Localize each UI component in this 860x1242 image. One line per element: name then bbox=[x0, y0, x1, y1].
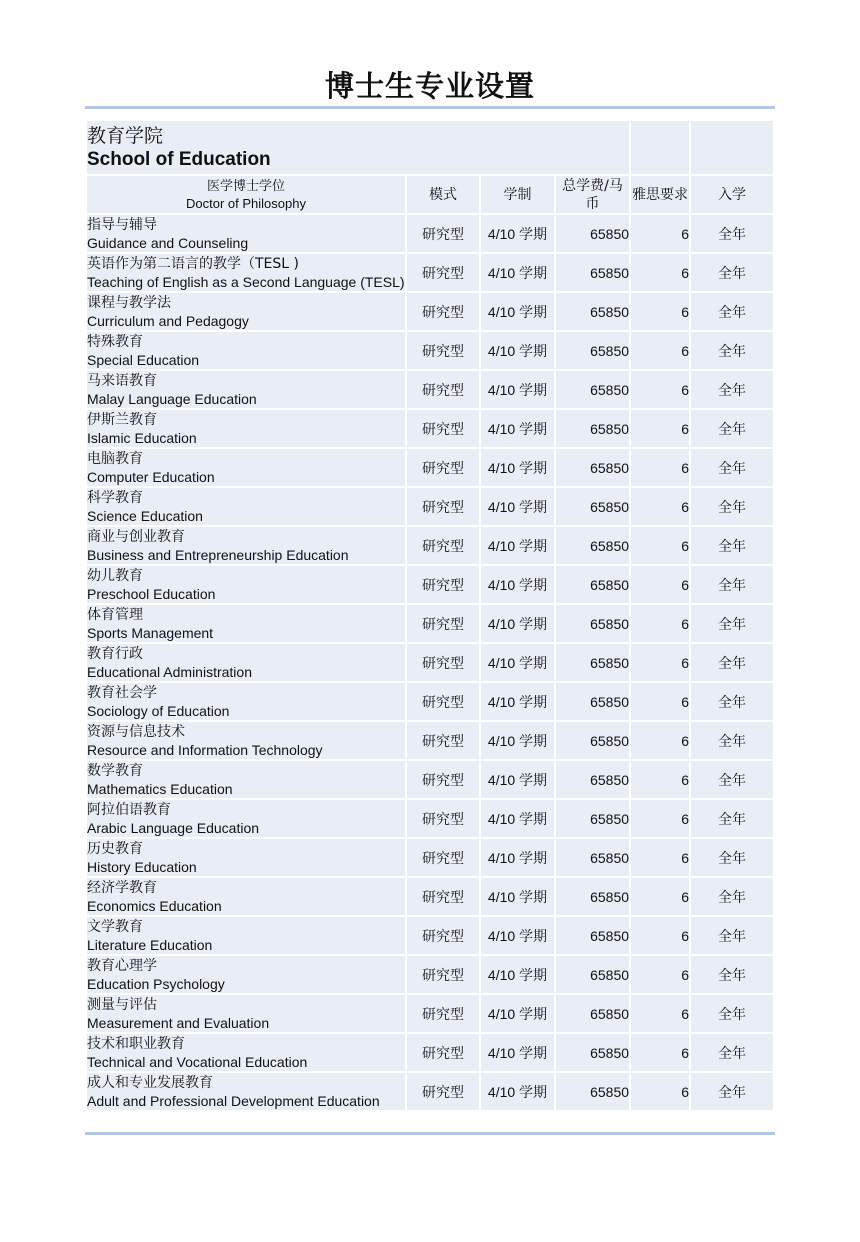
table-row bbox=[87, 761, 773, 798]
program-name-cell bbox=[87, 800, 405, 837]
program-fee: 65850 bbox=[556, 722, 629, 759]
program-fee: 65850 bbox=[556, 683, 629, 720]
program-name-zh: 电脑教育 bbox=[87, 450, 143, 467]
program-name-en: Educational Administration bbox=[87, 663, 252, 680]
table-row bbox=[87, 839, 773, 876]
program-duration: 4/10 学期 bbox=[481, 956, 554, 993]
program-mode: 研究型 bbox=[407, 644, 479, 681]
program-name-en: Sociology of Education bbox=[87, 702, 230, 719]
program-ielts: 6 bbox=[631, 371, 689, 408]
program-mode: 研究型 bbox=[407, 761, 479, 798]
program-fee: 65850 bbox=[556, 878, 629, 915]
program-fee: 65850 bbox=[556, 605, 629, 642]
program-intake: 全年 bbox=[691, 722, 773, 759]
program-intake: 全年 bbox=[691, 1034, 773, 1071]
program-intake: 全年 bbox=[691, 527, 773, 564]
program-fee: 65850 bbox=[556, 566, 629, 603]
program-name-cell bbox=[87, 722, 405, 759]
header-degree-en: Doctor of Philosophy bbox=[186, 195, 306, 211]
program-intake: 全年 bbox=[691, 878, 773, 915]
program-name-cell bbox=[87, 878, 405, 915]
table-row bbox=[87, 293, 773, 330]
program-intake: 全年 bbox=[691, 995, 773, 1032]
table-row bbox=[87, 254, 773, 291]
program-fee: 65850 bbox=[556, 917, 629, 954]
program-intake: 全年 bbox=[691, 644, 773, 681]
program-name-cell bbox=[87, 215, 405, 252]
program-name-en: Economics Education bbox=[87, 897, 222, 914]
program-mode: 研究型 bbox=[407, 839, 479, 876]
program-intake: 全年 bbox=[691, 683, 773, 720]
program-mode: 研究型 bbox=[407, 371, 479, 408]
program-fee: 65850 bbox=[556, 1073, 629, 1110]
program-mode: 研究型 bbox=[407, 293, 479, 330]
program-name-en: Islamic Education bbox=[87, 429, 197, 446]
program-fee: 65850 bbox=[556, 293, 629, 330]
program-name-cell bbox=[87, 254, 405, 291]
program-duration: 4/10 学期 bbox=[481, 527, 554, 564]
program-name-en: Literature Education bbox=[87, 936, 213, 953]
program-mode: 研究型 bbox=[407, 254, 479, 291]
program-ielts: 6 bbox=[631, 605, 689, 642]
program-name-en: Computer Education bbox=[87, 468, 215, 485]
program-name-cell bbox=[87, 761, 405, 798]
program-mode: 研究型 bbox=[407, 917, 479, 954]
program-name-zh: 数学教育 bbox=[87, 762, 143, 779]
program-name-cell bbox=[87, 449, 405, 486]
program-intake: 全年 bbox=[691, 410, 773, 447]
program-name-zh: 阿拉伯语教育 bbox=[87, 801, 171, 818]
program-mode: 研究型 bbox=[407, 995, 479, 1032]
program-mode: 研究型 bbox=[407, 605, 479, 642]
program-table bbox=[85, 119, 775, 1112]
program-mode: 研究型 bbox=[407, 449, 479, 486]
program-mode: 研究型 bbox=[407, 722, 479, 759]
program-ielts: 6 bbox=[631, 839, 689, 876]
table-row bbox=[87, 878, 773, 915]
program-mode: 研究型 bbox=[407, 410, 479, 447]
program-name-cell bbox=[87, 956, 405, 993]
program-duration: 4/10 学期 bbox=[481, 1034, 554, 1071]
program-fee: 65850 bbox=[556, 527, 629, 564]
table-row bbox=[87, 449, 773, 486]
table-row bbox=[87, 995, 773, 1032]
program-mode: 研究型 bbox=[407, 527, 479, 564]
program-name-cell bbox=[87, 1034, 405, 1071]
program-fee: 65850 bbox=[556, 332, 629, 369]
program-ielts: 6 bbox=[631, 800, 689, 837]
program-mode: 研究型 bbox=[407, 878, 479, 915]
program-ielts: 6 bbox=[631, 644, 689, 681]
table-row bbox=[87, 683, 773, 720]
program-name-zh: 测量与评估 bbox=[87, 996, 157, 1013]
program-ielts: 6 bbox=[631, 1034, 689, 1071]
program-mode: 研究型 bbox=[407, 566, 479, 603]
program-duration: 4/10 学期 bbox=[481, 917, 554, 954]
program-ielts: 6 bbox=[631, 956, 689, 993]
program-name-zh: 教育心理学 bbox=[87, 957, 157, 974]
program-name-en: Business and Entrepreneurship Education bbox=[87, 546, 349, 563]
program-intake: 全年 bbox=[691, 761, 773, 798]
program-name-cell bbox=[87, 293, 405, 330]
program-name-en: Technical and Vocational Education bbox=[87, 1053, 308, 1070]
program-duration: 4/10 学期 bbox=[481, 488, 554, 525]
program-mode: 研究型 bbox=[407, 332, 479, 369]
program-fee: 65850 bbox=[556, 254, 629, 291]
program-mode: 研究型 bbox=[407, 215, 479, 252]
program-ielts: 6 bbox=[631, 1073, 689, 1110]
program-fee: 65850 bbox=[556, 839, 629, 876]
program-duration: 4/10 学期 bbox=[481, 683, 554, 720]
program-name-zh: 课程与教学法 bbox=[87, 294, 171, 311]
header-ielts: 雅思要求 bbox=[631, 176, 689, 213]
program-ielts: 6 bbox=[631, 761, 689, 798]
program-duration: 4/10 学期 bbox=[481, 410, 554, 447]
program-fee: 65850 bbox=[556, 410, 629, 447]
program-mode: 研究型 bbox=[407, 683, 479, 720]
program-duration: 4/10 学期 bbox=[481, 839, 554, 876]
program-intake: 全年 bbox=[691, 332, 773, 369]
program-name-en: Mathematics Education bbox=[87, 780, 233, 797]
program-name-cell bbox=[87, 995, 405, 1032]
program-duration: 4/10 学期 bbox=[481, 566, 554, 603]
table-row bbox=[87, 1034, 773, 1071]
empty-cell bbox=[631, 121, 689, 174]
program-mode: 研究型 bbox=[407, 800, 479, 837]
program-ielts: 6 bbox=[631, 566, 689, 603]
table-row bbox=[87, 332, 773, 369]
program-name-en: Measurement and Evaluation bbox=[87, 1014, 270, 1031]
table-row bbox=[87, 605, 773, 642]
program-name-zh: 教育行政 bbox=[87, 645, 143, 662]
program-intake: 全年 bbox=[691, 254, 773, 291]
program-intake: 全年 bbox=[691, 917, 773, 954]
program-name-cell bbox=[87, 488, 405, 525]
program-intake: 全年 bbox=[691, 956, 773, 993]
program-name-zh: 马来语教育 bbox=[87, 372, 157, 389]
school-name-zh: 教育学院 bbox=[87, 125, 164, 147]
program-duration: 4/10 学期 bbox=[481, 878, 554, 915]
program-name-cell bbox=[87, 644, 405, 681]
program-ielts: 6 bbox=[631, 488, 689, 525]
program-duration: 4/10 学期 bbox=[481, 1073, 554, 1110]
program-duration: 4/10 学期 bbox=[481, 995, 554, 1032]
program-ielts: 6 bbox=[631, 215, 689, 252]
program-name-en: Resource and Information Technology bbox=[87, 741, 323, 758]
program-name-cell bbox=[87, 1073, 405, 1110]
program-name-zh: 幼儿教育 bbox=[87, 567, 143, 584]
program-name-zh: 指导与辅导 bbox=[87, 216, 157, 233]
table-row bbox=[87, 722, 773, 759]
program-ielts: 6 bbox=[631, 449, 689, 486]
program-name-en: Preschool Education bbox=[87, 585, 216, 602]
program-name-zh: 技术和职业教育 bbox=[87, 1035, 185, 1052]
program-name-zh: 商业与创业教育 bbox=[87, 528, 185, 545]
table-row bbox=[87, 488, 773, 525]
program-name-zh: 资源与信息技术 bbox=[87, 723, 185, 740]
program-intake: 全年 bbox=[691, 215, 773, 252]
program-mode: 研究型 bbox=[407, 488, 479, 525]
program-intake: 全年 bbox=[691, 488, 773, 525]
program-name-en: Science Education bbox=[87, 507, 203, 524]
header-degree-zh: 医学博士学位 bbox=[206, 178, 285, 194]
table-row bbox=[87, 644, 773, 681]
header-row bbox=[87, 176, 773, 213]
program-name-cell bbox=[87, 332, 405, 369]
program-name-cell bbox=[87, 839, 405, 876]
table-row bbox=[87, 527, 773, 564]
program-name-zh: 文学教育 bbox=[87, 918, 143, 935]
school-row bbox=[87, 121, 773, 174]
header-duration: 学制 bbox=[481, 176, 554, 213]
program-fee: 65850 bbox=[556, 449, 629, 486]
program-mode: 研究型 bbox=[407, 956, 479, 993]
program-name-zh: 成人和专业发展教育 bbox=[87, 1074, 213, 1091]
program-ielts: 6 bbox=[631, 722, 689, 759]
program-name-en: Guidance and Counseling bbox=[87, 234, 249, 251]
program-name-en: Malay Language Education bbox=[87, 390, 257, 407]
program-duration: 4/10 学期 bbox=[481, 293, 554, 330]
program-fee: 65850 bbox=[556, 371, 629, 408]
header-intake: 入学 bbox=[691, 176, 773, 213]
program-duration: 4/10 学期 bbox=[481, 215, 554, 252]
program-ielts: 6 bbox=[631, 878, 689, 915]
table-row bbox=[87, 956, 773, 993]
table-row bbox=[87, 566, 773, 603]
program-name-en: Teaching of English as a Second Language (TESL) bbox=[87, 273, 405, 290]
program-intake: 全年 bbox=[691, 371, 773, 408]
program-name-cell bbox=[87, 410, 405, 447]
program-name-en: Adult and Professional Development Education bbox=[87, 1092, 380, 1109]
program-fee: 65850 bbox=[556, 995, 629, 1032]
program-name-zh: 特殊教育 bbox=[87, 333, 143, 350]
program-fee: 65850 bbox=[556, 956, 629, 993]
program-duration: 4/10 学期 bbox=[481, 371, 554, 408]
program-fee: 65850 bbox=[556, 488, 629, 525]
program-name-en: Curriculum and Pedagogy bbox=[87, 312, 249, 329]
header-mode: 模式 bbox=[407, 176, 479, 213]
empty-cell bbox=[691, 121, 773, 174]
program-name-en: Education Psychology bbox=[87, 975, 225, 992]
program-name-cell bbox=[87, 683, 405, 720]
program-fee: 65850 bbox=[556, 215, 629, 252]
program-name-zh: 历史教育 bbox=[87, 840, 143, 857]
table-row bbox=[87, 917, 773, 954]
program-mode: 研究型 bbox=[407, 1034, 479, 1071]
header-fee: 总学费/马币 bbox=[556, 176, 629, 213]
program-name-zh: 科学教育 bbox=[87, 489, 143, 506]
table-row bbox=[87, 800, 773, 837]
program-name-zh: 英语作为第二语言的教学（TESL ) bbox=[87, 255, 299, 272]
top-divider bbox=[85, 106, 775, 109]
program-intake: 全年 bbox=[691, 449, 773, 486]
program-name-en: History Education bbox=[87, 858, 197, 875]
program-duration: 4/10 学期 bbox=[481, 332, 554, 369]
program-name-zh: 伊斯兰教育 bbox=[87, 411, 157, 428]
program-name-en: Sports Management bbox=[87, 624, 214, 641]
header-degree bbox=[87, 176, 405, 213]
program-duration: 4/10 学期 bbox=[481, 722, 554, 759]
program-intake: 全年 bbox=[691, 605, 773, 642]
program-duration: 4/10 学期 bbox=[481, 644, 554, 681]
table-row bbox=[87, 215, 773, 252]
program-ielts: 6 bbox=[631, 410, 689, 447]
program-name-cell bbox=[87, 371, 405, 408]
page-title: 博士生专业设置 bbox=[324, 69, 535, 103]
program-name-en: Special Education bbox=[87, 351, 200, 368]
school-name-cell bbox=[87, 121, 629, 174]
program-duration: 4/10 学期 bbox=[481, 761, 554, 798]
program-duration: 4/10 学期 bbox=[481, 800, 554, 837]
program-intake: 全年 bbox=[691, 839, 773, 876]
program-name-cell bbox=[87, 566, 405, 603]
program-name-cell bbox=[87, 605, 405, 642]
program-fee: 65850 bbox=[556, 761, 629, 798]
table-row bbox=[87, 1073, 773, 1110]
school-name-en: School of Education bbox=[87, 149, 271, 170]
program-fee: 65850 bbox=[556, 1034, 629, 1071]
program-ielts: 6 bbox=[631, 995, 689, 1032]
program-duration: 4/10 学期 bbox=[481, 254, 554, 291]
program-name-cell bbox=[87, 527, 405, 564]
program-ielts: 6 bbox=[631, 527, 689, 564]
program-ielts: 6 bbox=[631, 293, 689, 330]
bottom-divider bbox=[85, 1132, 775, 1135]
program-name-zh: 经济学教育 bbox=[87, 879, 157, 896]
program-name-en: Arabic Language Education bbox=[87, 819, 260, 836]
program-duration: 4/10 学期 bbox=[481, 605, 554, 642]
program-name-zh: 体育管理 bbox=[87, 606, 143, 623]
program-intake: 全年 bbox=[691, 1073, 773, 1110]
program-intake: 全年 bbox=[691, 566, 773, 603]
program-intake: 全年 bbox=[691, 800, 773, 837]
table-row bbox=[87, 410, 773, 447]
program-ielts: 6 bbox=[631, 332, 689, 369]
table-row bbox=[87, 371, 773, 408]
program-intake: 全年 bbox=[691, 293, 773, 330]
program-ielts: 6 bbox=[631, 917, 689, 954]
program-mode: 研究型 bbox=[407, 1073, 479, 1110]
program-duration: 4/10 学期 bbox=[481, 449, 554, 486]
program-ielts: 6 bbox=[631, 683, 689, 720]
program-fee: 65850 bbox=[556, 644, 629, 681]
program-fee: 65850 bbox=[556, 800, 629, 837]
program-name-cell bbox=[87, 917, 405, 954]
program-ielts: 6 bbox=[631, 254, 689, 291]
program-name-zh: 教育社会学 bbox=[87, 684, 157, 701]
